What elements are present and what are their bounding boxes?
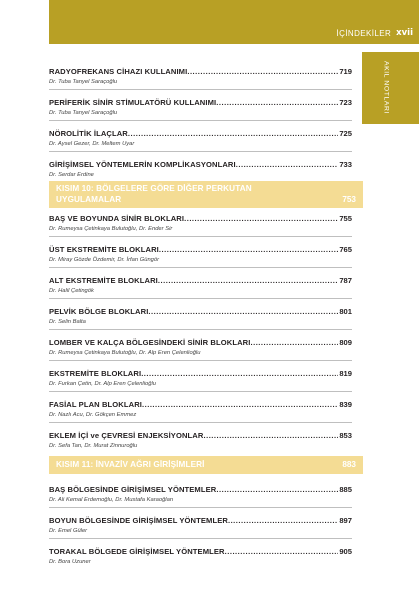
dot-leader (236, 160, 339, 169)
entry-title: NÖROLİTİK İLAÇLAR (49, 129, 128, 138)
entry-authors: Dr. Furkan Çetin, Dr. Alp Eren Çelenlioğlu (49, 381, 156, 387)
entry-page-number: 905 (339, 547, 352, 556)
toc-entry[interactable] (49, 299, 352, 330)
entry-title: RADYOFREKANS CİHAZI KULLANIMI (49, 67, 188, 76)
toc-entry[interactable] (49, 268, 352, 299)
header-page-number: xvii (396, 28, 413, 38)
header-title: İÇİNDEKİLER (336, 28, 392, 38)
entry-page-number: 897 (339, 516, 352, 525)
dot-leader (187, 67, 338, 76)
section-title-line-1: KISIM 11: İNVAZİV AĞRI GİRİŞİMLERİ (56, 460, 205, 469)
entry-authors: Dr. Nazlı Acu, Dr. Gökçen Emmez (49, 412, 137, 418)
entry-title: EKLEM İÇİ ve ÇEVRESİ ENJEKSİYONLAR (49, 431, 204, 440)
entry-page-number: 809 (339, 338, 352, 347)
toc-entry[interactable] (49, 477, 352, 508)
entry-title: FASİAL PLAN BLOKLARI (49, 400, 142, 409)
toc-entry[interactable] (49, 361, 352, 392)
section-page-number: 753 (342, 195, 356, 204)
toc-entry[interactable] (49, 508, 352, 539)
dot-leader (203, 431, 338, 440)
toc-entry[interactable] (49, 392, 352, 423)
dot-leader (141, 369, 338, 378)
entry-authors: Dr. Tuba Tanyel Saraçoğlu (49, 110, 118, 116)
entry-page-number: 819 (339, 369, 352, 378)
entry-title: ÜST EKSTREMİTE BLOKLARI (49, 245, 159, 254)
entry-authors: Dr. Rumeysa Çetinkaya Bulutoğlu, Dr. Ender Sir (49, 226, 173, 232)
entry-title: BAŞ VE BOYUNDA SİNİR BLOKLARI (49, 214, 185, 223)
entry-authors: Dr. Sefa Tan, Dr. Murat Zinnuroğlu (49, 443, 138, 449)
toc-entry[interactable] (49, 330, 352, 361)
toc-entry[interactable] (49, 423, 352, 454)
section-title-line-1: KISIM 10: BÖLGELERE GÖRE DİĞER PERKUTAN (56, 184, 252, 193)
entry-title: GİRİŞİMSEL YÖNTEMLERİN KOMPLİKASYONLARI (49, 160, 236, 169)
toc-group-2 (49, 206, 352, 454)
running-header (337, 25, 414, 41)
section-title-line-2: UYGULAMALAR (56, 195, 122, 204)
toc-entry[interactable] (49, 121, 352, 152)
entry-title: EKSTREMİTE BLOKLARI (49, 369, 142, 378)
dot-leader (216, 485, 338, 494)
entry-authors: Dr. Emel Güler (49, 528, 88, 534)
toc-entry[interactable] (49, 539, 352, 570)
entry-authors: Dr. Bora Uzuner (49, 559, 91, 565)
dot-leader (216, 98, 338, 107)
toc-entry[interactable] (49, 59, 352, 90)
entry-authors: Dr. Rumeysa Çetinkaya Bulutoğlu, Dr. Alp Eren Çelenlioğlu (49, 350, 201, 356)
entry-authors: Dr. Selin Balta (49, 319, 86, 325)
entry-authors: Dr. Serdar Erdine (49, 172, 94, 178)
dot-leader (158, 276, 338, 285)
entry-page-number: 787 (339, 276, 352, 285)
header-bar (49, 0, 419, 44)
section-page-number: 883 (342, 460, 356, 469)
entry-authors: Dr. Ali Kemal Erdemoğlu, Dr. Mustafa Karaoğlan (49, 497, 174, 503)
toc-entry[interactable] (49, 206, 352, 237)
entry-title: PELVİK BÖLGE BLOKLARI (49, 307, 149, 316)
entry-page-number: 853 (339, 431, 352, 440)
toc-entry[interactable] (49, 237, 352, 268)
dot-leader (159, 245, 338, 254)
entry-title: ALT EKSTREMİTE BLOKLARI (49, 276, 158, 285)
side-tab-label: AKIL NOTLARI (382, 61, 390, 115)
entry-authors: Dr. Miray Gözde Özdemir, Dr. İrfan Güngör (49, 257, 160, 263)
dot-leader (225, 547, 339, 556)
entry-page-number: 719 (339, 67, 352, 76)
section-header-10[interactable] (49, 181, 363, 208)
entry-title: LOMBER VE KALÇA BÖLGESİNDEKİ SİNİR BLOKLARI (49, 338, 251, 347)
side-thumb-tab (362, 52, 419, 124)
toc-entry[interactable] (49, 90, 352, 121)
entry-title: TORAKAL BÖLGEDE GİRİŞİMSEL YÖNTEMLER (49, 547, 225, 556)
entry-authors: Dr. Tuba Tanyel Saraçoğlu (49, 79, 118, 85)
entry-authors: Dr. Aysel Gezer, Dr. Meltem Uyar (49, 141, 135, 147)
entry-page-number: 885 (339, 485, 352, 494)
entry-page-number: 723 (339, 98, 352, 107)
entry-authors: Dr. Halil Çetingök (49, 288, 94, 294)
entry-title: BAŞ BÖLGESİNDE GİRİŞİMSEL YÖNTEMLER (49, 485, 217, 494)
dot-leader (142, 400, 338, 409)
entry-page-number: 765 (339, 245, 352, 254)
entry-page-number: 733 (339, 160, 352, 169)
toc-group-1 (49, 59, 352, 183)
entry-page-number: 755 (339, 214, 352, 223)
entry-page-number: 725 (339, 129, 352, 138)
dot-leader (128, 129, 338, 138)
toc-group-3 (49, 477, 352, 570)
entry-page-number: 839 (339, 400, 352, 409)
entry-page-number: 801 (339, 307, 352, 316)
entry-title: BOYUN BÖLGESİNDE GİRİŞİMSEL YÖNTEMLER (49, 516, 228, 525)
section-header-11[interactable] (49, 456, 363, 474)
dot-leader (148, 307, 338, 316)
entry-title: PERİFERİK SİNİR STİMULATÖRÜ KULLANIMI (49, 98, 217, 107)
toc-entry[interactable] (49, 152, 352, 183)
dot-leader (228, 516, 338, 525)
dot-leader (184, 214, 338, 223)
dot-leader (250, 338, 338, 347)
